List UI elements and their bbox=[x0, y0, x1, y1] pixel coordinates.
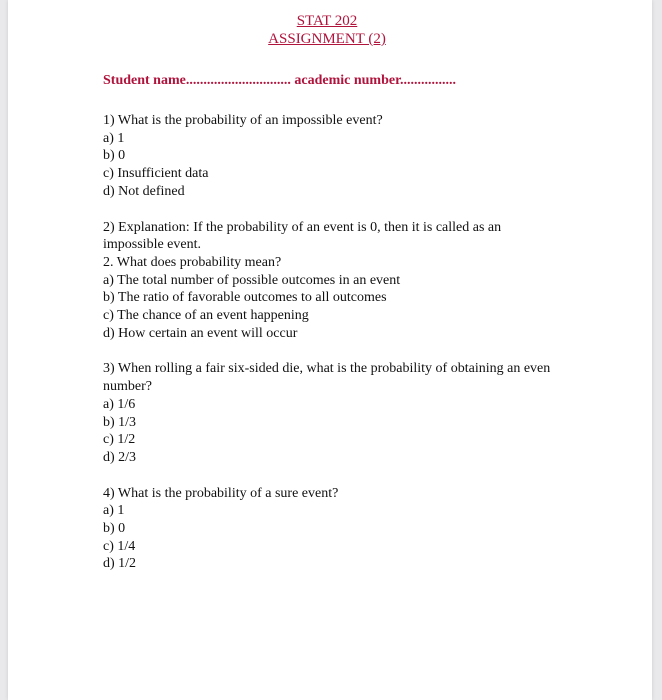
title-block bbox=[91, 12, 563, 48]
question-list bbox=[103, 112, 563, 573]
answer-option: c) 1/4 bbox=[103, 538, 136, 554]
answer-option: b) 0 bbox=[103, 521, 126, 537]
answer-option: c) 1/2 bbox=[103, 432, 136, 448]
question-stem: 2. What does probability mean? bbox=[103, 254, 282, 270]
explanation-text: 2) Explanation: If the probability of an event is 0, then it is called as an impossible event. bbox=[103, 219, 502, 253]
student-info-line bbox=[103, 72, 563, 90]
academic-number-label: academic number bbox=[290, 73, 401, 88]
answer-option: c) Insufficient data bbox=[103, 166, 209, 182]
document-page bbox=[8, 0, 652, 700]
answer-option: a) 1 bbox=[103, 503, 125, 519]
answer-option: c) The chance of an event happening bbox=[103, 308, 309, 324]
question-stem: 1) What is the probability of an impossible event? bbox=[103, 113, 383, 128]
question-1 bbox=[103, 112, 563, 201]
document-content bbox=[103, 12, 563, 573]
answer-option: d) How certain an event will occur bbox=[103, 325, 298, 341]
answer-option: b) The ratio of favorable outcomes to all outcomes bbox=[103, 290, 387, 306]
student-name-label: Student name bbox=[103, 73, 186, 88]
answer-option: b) 1/3 bbox=[103, 414, 137, 430]
question-4 bbox=[103, 485, 563, 574]
student-name-blank: .............................. bbox=[185, 73, 291, 88]
answer-option: d) 2/3 bbox=[103, 449, 137, 465]
question-3 bbox=[103, 360, 563, 466]
question-stem: 4) What is the probability of a sure event? bbox=[103, 485, 339, 501]
course-title: STAT 202 bbox=[296, 13, 358, 29]
academic-number-blank: ................ bbox=[400, 73, 457, 88]
question-2 bbox=[103, 219, 563, 343]
answer-option: a) 1 bbox=[103, 130, 125, 146]
question-stem: 3) When rolling a fair six-sided die, what is the probability of obtaining an even number? bbox=[103, 361, 551, 395]
assignment-title: ASSIGNMENT (2) bbox=[268, 31, 386, 47]
answer-option: a) The total number of possible outcomes in an event bbox=[103, 272, 401, 288]
answer-option: d) Not defined bbox=[103, 183, 185, 199]
answer-option: a) 1/6 bbox=[103, 396, 136, 412]
answer-option: b) 0 bbox=[103, 148, 126, 164]
answer-option: d) 1/2 bbox=[103, 556, 137, 572]
